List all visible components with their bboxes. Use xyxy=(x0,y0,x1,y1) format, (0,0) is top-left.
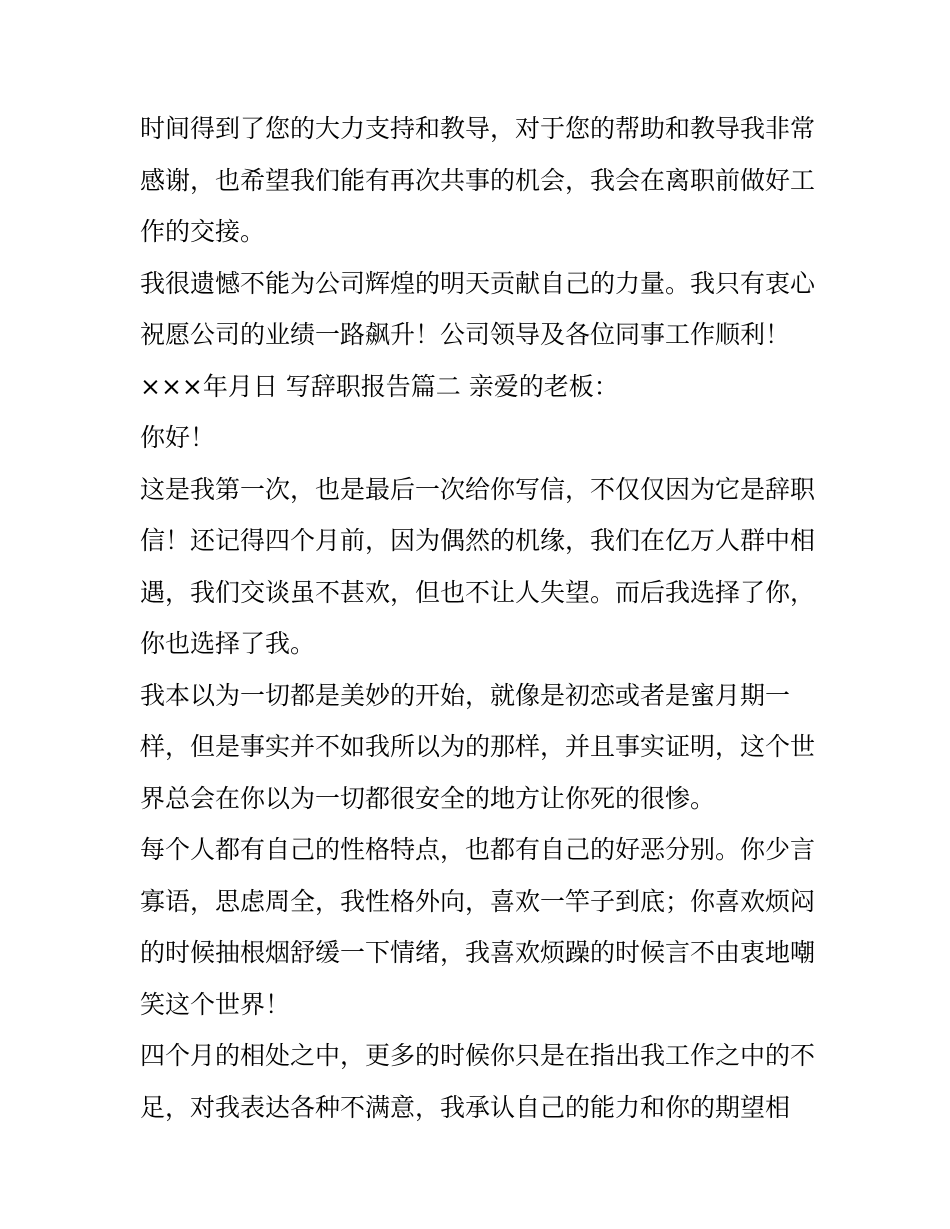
text-line: 笑这个世界！ xyxy=(140,989,291,1019)
text-line: 祝愿公司的业绩一路飙升！公司领导及各位同事工作顺利！ xyxy=(140,320,791,349)
text-line: 我很遗憾不能为公司辉煌的明天贡献自己的力量。我只有衷心 xyxy=(140,268,816,298)
text-line: 每个人都有自己的性格特点，也都有自己的好恶分别。你少言 xyxy=(140,835,816,864)
text-line: 这是我第一次，也是最后一次给你写信，不仅仅因为它是辞职 xyxy=(140,474,816,504)
text-line: 我本以为一切都是美妙的开始，就像是初恋或者是蜜月期一 xyxy=(140,680,791,710)
text-line: 足，对我表达各种不满意，我承认自己的能力和你的期望相 xyxy=(140,1092,791,1122)
text-line: 寡语，思虑周全，我性格外向，喜欢一竿子到底；你喜欢烦闷 xyxy=(140,886,816,916)
text-line: ×××年月日 写辞职报告篇二 亲爱的老板： xyxy=(140,371,619,401)
text-line: 你好！ xyxy=(140,423,216,452)
text-line: 感谢，也希望我们能有再次共事的机会，我会在离职前做好工 xyxy=(140,165,816,195)
letter-body xyxy=(140,103,820,1133)
text-line: 信！还记得四个月前，因为偶然的机缘，我们在亿万人群中相 xyxy=(140,526,816,555)
text-line: 时间得到了您的大力支持和教导，对于您的帮助和教导我非常 xyxy=(140,114,816,143)
text-line: 样，但是事实并不如我所以为的那样，并且事实证明，这个世 xyxy=(140,732,816,761)
text-line: 你也选择了我。 xyxy=(140,629,316,658)
text-line: 四个月的相处之中，更多的时候你只是在指出我工作之中的不 xyxy=(140,1041,816,1070)
text-line: 遇，我们交谈虽不甚欢，但也不让人失望。而后我选择了你， xyxy=(140,577,816,607)
text-line: 界总会在你以为一切都很安全的地方让你死的很惨。 xyxy=(140,783,716,813)
text-line: 作的交接。 xyxy=(140,217,266,246)
text-line: 的时候抽根烟舒缓一下情绪，我喜欢烦躁的时候言不由衷地嘲 xyxy=(140,938,816,967)
